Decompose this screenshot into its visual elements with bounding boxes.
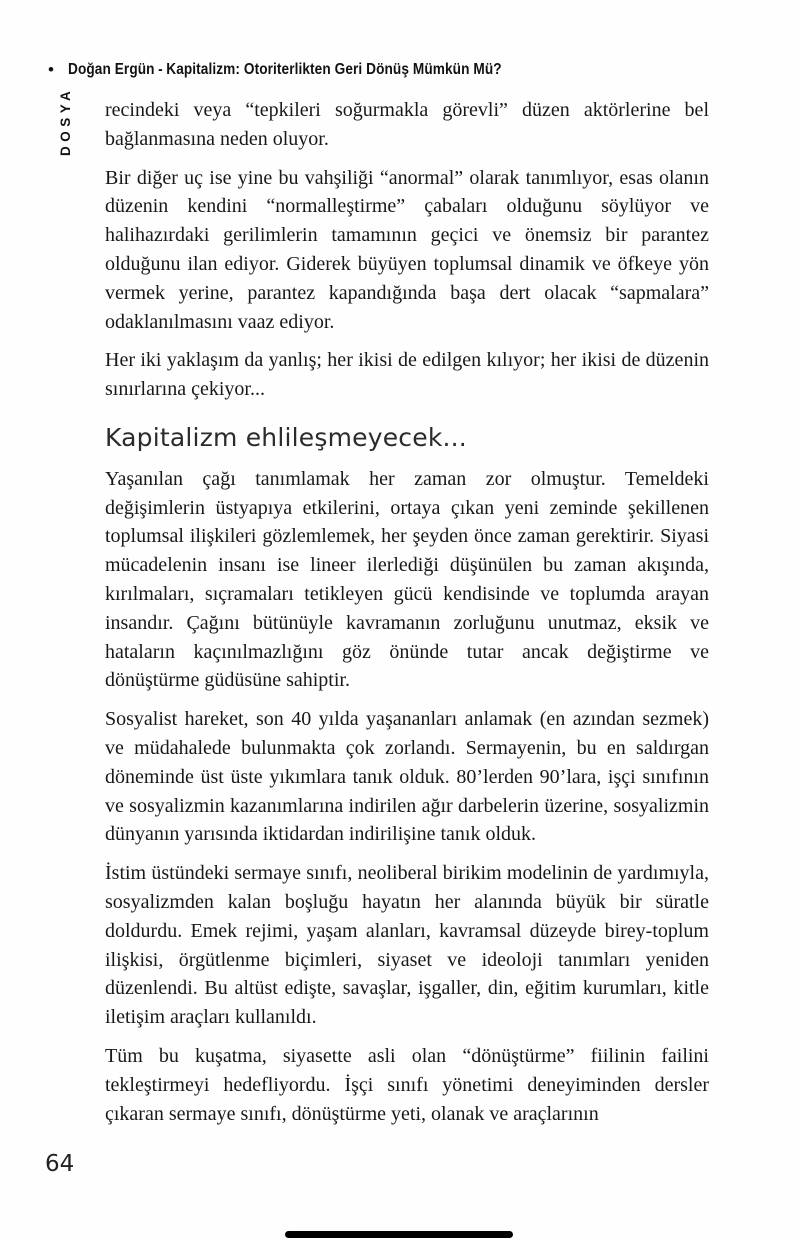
paragraph: recindeki veya “tepkileri soğurmakla görevli” düzen aktörlerine bel bağlanmasına neden oluyor. bbox=[105, 99, 709, 150]
paragraph: Her iki yaklaşım da yanlış; her ikisi de edilgen kılıyor; her ikisi de düzenin sınırlarına çekiyor... bbox=[105, 349, 709, 401]
bullet-icon: • bbox=[48, 60, 54, 79]
paragraph: Sosyalist hareket, son 40 yılda yaşananları anlamak (en azından sezmek) ve müdahalede bulunmakta çok zorlandı. Sermayenin, bu en saldırgan döneminde üst üste yıkımlara tanık olduk. 80’lerden 90’lara, işçi sınıfının ve sosyalizmin kazanımlarına indirilen ağır darbelerin üzerine, sosyalizmin dünyanın yarısında iktidardan indirilişine tanık olduk. bbox=[105, 708, 709, 846]
header-title: Kapitalizm: Otoriterlikten Geri Dönüş Mümkün Mü? bbox=[166, 61, 502, 78]
paragraph: Bir diğer uç ise yine bu vahşiliği “anormal” olarak tanımlıyor, esas olanın düzenin kendini “normalleştirme” çabaları olduğunu söylüyor ve halihazırdaki gerilimlerin tamamının geçici ve önemsiz bir parantez olduğunu ilan ediyor. Giderek büyüyen toplumsal dinamik ve öfkeye yön vermek yerine, parantez kapandığında başa dert olacak “sapmalara” odaklanılmasını vaaz ediyor. bbox=[105, 166, 709, 333]
paragraph: Yaşanılan çağı tanımlamak her zaman zor olmuştur. Temeldeki değişimlerin üstyapıya etkilerini, ortaya çıkan yeni zeminde şekillenen toplumsal ilişkileri gözlemlemek, her şeyden önce zaman gerektirir. Siyasi mücadelenin insanı ise lineer ilerlediği düşünülen bu zaman akışında, kırılmaları, sıçramaları tetikleyen gücü kendisinde ve toplumda arayan insandır. Çağını bütünüyle kavramanın zorluğunu unutmaz, eksik ve hataların kaçınılmazlığını göz önünde tutar ancak değiştirme ve dönüştürme güdüsüne sahiptir. bbox=[105, 467, 709, 692]
section-label-vertical: DOSYA bbox=[58, 86, 73, 156]
running-header bbox=[48, 60, 561, 79]
header-author: Doğan Ergün bbox=[67, 61, 155, 78]
home-indicator[interactable] bbox=[285, 1231, 513, 1238]
section-heading: Kapitalizm ehlileşmeyecek... bbox=[105, 422, 467, 452]
running-header-text bbox=[68, 61, 502, 79]
header-separator: - bbox=[158, 61, 163, 78]
page-number: 64 bbox=[45, 1151, 75, 1177]
article-body bbox=[105, 96, 709, 1138]
paragraph: İstim üstündeki sermaye sınıfı, neoliberal birikim modelinin de yardımıyla, sosyalizmden kalan boşluğu hayatın her alanında büyük bir süratle doldurdu. Emek rejimi, yaşam alanları, kavramsal düzeyde birey-toplum ilişkisi, örgütlenme biçimleri, siyaset ve ideoloji tanımları yeniden düzenlendi. Bu altüst edişte, savaşlar, işgaller, din, eğitim kurumları, kitle iletişim araçları kullanıldı. bbox=[105, 862, 709, 1029]
paragraph: Tüm bu kuşatma, siyasette asli olan “dönüştürme” fiilinin failini tekleştirmeyi hedefliyordu. İşçi sınıfı yönetimi deneyiminden dersler çıkaran sermaye sınıfı, dönüştürme yeti, olanak ve araçlarının bbox=[105, 1044, 709, 1125]
